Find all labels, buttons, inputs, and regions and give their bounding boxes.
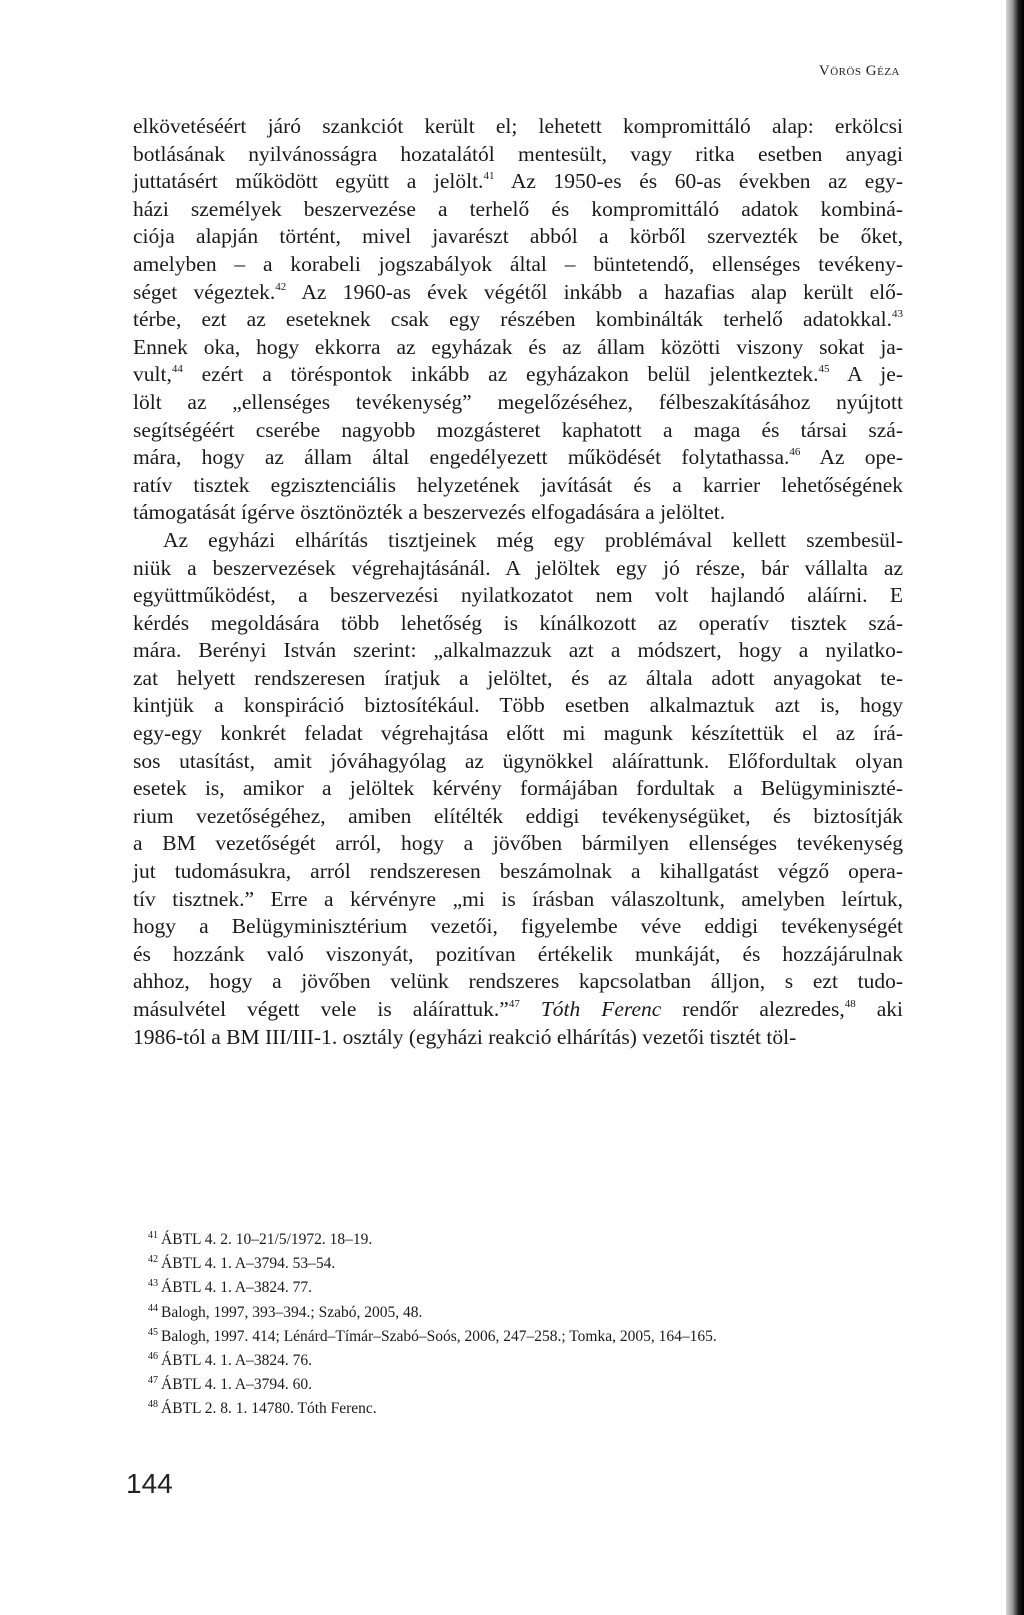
footnote-number: 47 (148, 1375, 158, 1387)
body-line: jut tudomásukra, arról rendszeresen beszámolnak a kihallgatást végző opera- (133, 859, 903, 884)
body-text (133, 113, 903, 1051)
body-line: juttatásért működött együtt a jelölt.$^{41}$ Az 1950-es és 60-as években az egy- (133, 169, 903, 194)
footnote-number: 44 (148, 1302, 158, 1314)
footnote-item (148, 1373, 888, 1397)
footnote-number: 42 (148, 1254, 158, 1266)
body-line: lölt az „ellenséges tevékenység” megelőzéséhez, félbeszakításához nyújtott (133, 389, 903, 414)
body-line: niük a beszervezések végrehajtásánál. A jelöltek egy jó része, bár vállalta az (133, 555, 903, 580)
body-line: egy-egy konkrét feladat végrehajtása előtt mi magunk készítettük el az írá- (133, 721, 903, 746)
page-edge-shadow (1006, 0, 1024, 1615)
footnote-ref: 47 (508, 998, 520, 1010)
body-line: séget végeztek.$^{42}$ Az 1960-as évek végétől inkább a hazafias alap került elő- (133, 279, 904, 304)
footnote-text: ÁBTL 2. 8. 1. 14780. Tóth Ferenc. (161, 1400, 377, 1418)
body-line: sos utasítást, amit jóváhagyólag az ügynökkel aláírattunk. Előfordultak olyan (133, 748, 903, 773)
footnote-ref: 46 (789, 446, 801, 459)
footnote-number: 46 (148, 1351, 158, 1363)
footnote-number: 48 (148, 1399, 158, 1411)
footnote-text: ÁBTL 4. 1. A–3794. 60. (161, 1376, 312, 1394)
body-line: házi személyek beszervezése a terhelő és kompromittáló adatok kombiná- (133, 196, 903, 221)
body-line: 1986-tól a BM III/III-1. osztály (egyházi reakció elhárítás) vezetői tisztét töl- (133, 1024, 797, 1049)
body-line: amelyben – a korabeli jogszabályok által – büntetendő, ellenséges tevékeny- (133, 251, 903, 276)
italic-name: Tóth Ferenc (540, 997, 662, 1021)
body-line: kintjük a konspiráció biztosítékául. Több esetben alkalmaztuk azt is, hogy (133, 693, 903, 718)
footnote-ref: 44 (171, 363, 183, 376)
footnote-number: 41 (148, 1230, 158, 1241)
body-line: másulvétel végett vele is aláírattuk.”$^{47}$ Tóth Ferenc rendőr alezredes,$^{48}$ aki (133, 997, 903, 1021)
body-line: a BM vezetőségét arról, hogy a jövőben bármilyen ellenséges tevékenység (133, 831, 903, 856)
body-line: mára, hogy az állam által engedélyezett működését folytathassa.$^{46}$ Az ope- (133, 445, 903, 470)
footnote-text: ÁBTL 4. 1. A–3794. 53–54. (161, 1255, 336, 1273)
page-number: 144 (126, 1468, 173, 1499)
body-line: mára. Berényi István szerint: „alkalmazzuk azt a módszert, hogy a nyilatko- (133, 638, 903, 663)
footnote-ref: 41 (483, 170, 495, 183)
footnote-ref: 45 (818, 363, 830, 376)
footnote-text: ÁBTL 4. 2. 10–21/5/1972. 18–19. (161, 1231, 373, 1248)
body-line: és hozzánk való viszonyát, pozitívan értékelik munkáját, és hozzájárulnak (133, 941, 903, 966)
body-line: Az egyházi elhárítás tisztjeinek még egy problémával kellett szembesül- (163, 527, 903, 552)
body-line: vult,$^{44}$ ezért a töréspontok inkább az egyházakon belül jelentkeztek.$^{45}$ A je- (133, 362, 903, 387)
footnote-item (148, 1228, 888, 1252)
body-line: zat helyett rendszeresen íratjuk a jelöltet, és az általa adott anyagokat te- (133, 665, 903, 690)
body-line: ahhoz, hogy a jövőben velünk rendszeres kapcsolatban álljon, s ezt tudo- (133, 969, 903, 994)
footnote-number: 43 (148, 1278, 158, 1290)
footnote-item (148, 1252, 888, 1276)
body-line: ratív tisztek egzisztenciális helyzetének javítását és a karrier lehetőségének (133, 472, 903, 497)
body-line: segítségéért cserébe nagyobb mozgásteret kaphatott a maga és társai szá- (133, 417, 903, 442)
footnote-item (148, 1276, 888, 1300)
footnote-item (148, 1397, 888, 1421)
body-line: hogy a Belügyminisztérium vezetői, figyelembe véve eddigi tevékenységét (133, 914, 903, 939)
body-line: ciója alapján történt, mivel javarészt abból a körből szervezték be őket, (133, 224, 903, 249)
footnote-item (148, 1301, 888, 1325)
body-line: támogatását ígérve ösztönözték a beszervezés elfogadására a jelöltet. (133, 500, 726, 525)
footnote-item (148, 1349, 888, 1373)
body-line: kérdés megoldására több lehetőség is kínálkozott az operatív tisztek szá- (133, 610, 903, 635)
footnote-ref: 42 (275, 280, 287, 293)
footnote-text: Balogh, 1997. 414; Lénárd–Tímár–Szabó–Soós, 2006, 247–258.; Tomka, 2005, 164–165. (161, 1327, 717, 1345)
body-line: tív tisztnek.” Erre a kérvényre „mi is írásban válaszoltunk, amelyben leírtuk, (133, 886, 903, 911)
body-line: Ennek oka, hogy ekkorra az egyházak és az állam közötti viszony sokat ja- (133, 334, 903, 359)
body-line: botlásának nyilvánosságra hozatalától mentesült, vagy ritka esetben anyagi (133, 141, 903, 166)
running-header: Vörös Géza (818, 63, 900, 79)
footnotes (148, 1228, 888, 1422)
footnote-ref: 43 (892, 308, 903, 321)
body-line: rium vezetőségéhez, amiben elítélték eddigi tevékenységüket, és biztosítják (133, 803, 903, 828)
footnote-text: Balogh, 1997, 393–394.; Szabó, 2005, 48. (161, 1303, 423, 1321)
footnote-text: ÁBTL 4. 1. A–3824. 76. (161, 1352, 312, 1370)
body-line: együttműködést, a beszervezési nyilatkozatot nem volt hajlandó aláírni. E (133, 583, 903, 608)
body-line: esetek is, amikor a jelöltek kérvény formájában fordultak a Belügyminiszté- (133, 776, 903, 801)
body-line: térbe, ezt az eseteknek csak egy részében kombinálták terhelő adatokkal.$^{43}$ (133, 307, 903, 332)
footnote-ref: 48 (844, 998, 856, 1010)
footnote-item (148, 1325, 888, 1349)
footnote-text: ÁBTL 4. 1. A–3824. 77. (161, 1279, 312, 1297)
body-line: elkövetéséért járó szankciót került el; lehetett kompromittáló alap: erkölcsi (133, 114, 903, 138)
footnote-number: 45 (148, 1326, 158, 1338)
